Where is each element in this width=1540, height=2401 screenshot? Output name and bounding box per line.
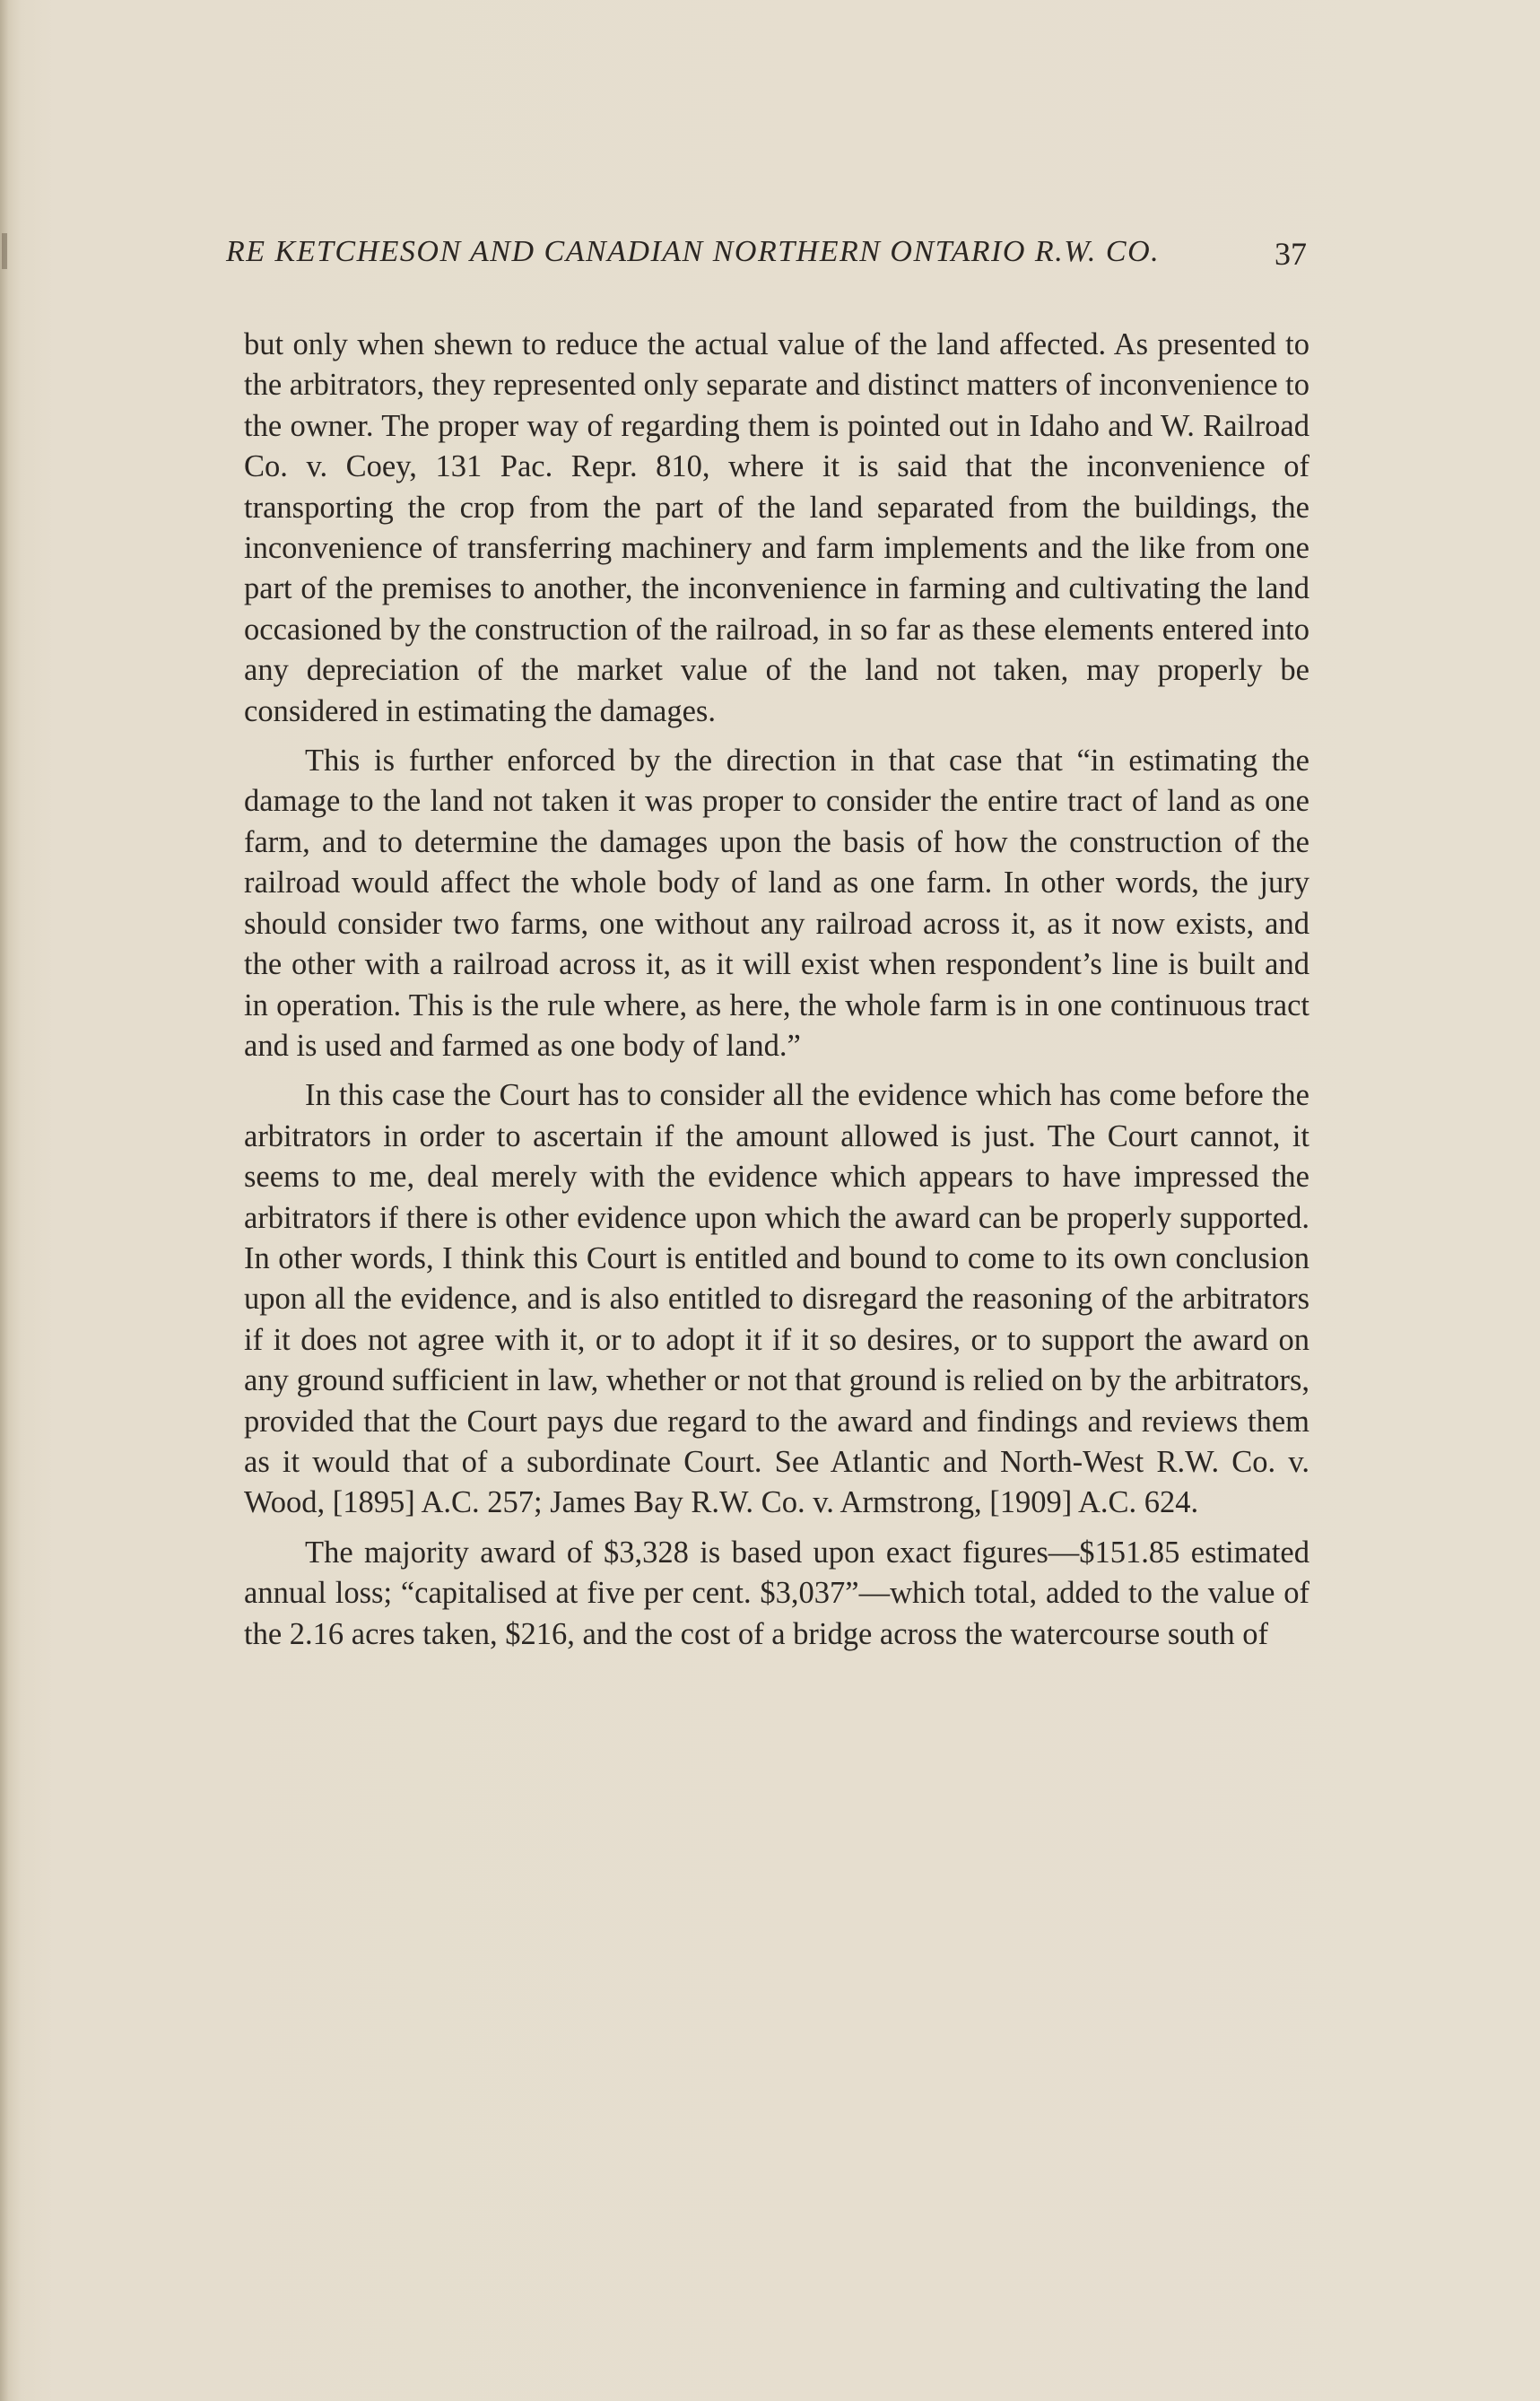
paragraph: but only when shewn to reduce the actual value of the land affected. As presented to the arbitrators, they represented only separate and distinct matters of inconvenience to the owner. The proper way of regarding them is pointed out in Idaho and W. Railroad Co. v. Coey, 131 Pac. Repr. 810, where it is said that the inconvenience of transporting the crop from the part of the land separated from the buildings, the inconvenience of transferring machinery and farm implements and the like from one part of the premises to another, the inconvenience in farming and cultivating the land occasioned by the construction of the railroad, in so far as these elements entered into any depreciation of the market value of the land not taken, may properly be considered in estimating the damages. (244, 327, 1309, 728)
paragraph: In this case the Court has to consider all the evidence which has come before the arbitrators in order to ascertain if the amount allowed is just. The Court cannot, it seems to me, deal merely with the evidence which appears to have impressed the arbitrators if there is other evidence upon which the award can be properly supported. In other words, I think this Court is entitled and bound to come to its own conclusion upon all the evidence, and is also entitled to disregard the reasoning of the arbitrators if it does not agree with it, or to adopt it if it so desires, or to support the award on any ground sufficient in law, whether or not that ground is relied on by the arbitrators, provided that the Court pays due regard to the award and findings and reviews them as it would that of a subordinate Court. See Atlantic and North-West R.W. Co. v. Wood, [1895] A.C. 257; James Bay R.W. Co. v. Armstrong, [1909] A.C. 624. (244, 1078, 1309, 1520)
paragraph: The majority award of $3,328 is based upon exact figures—$151.85 estimated annual loss; “capitalised at five per cent. $3,037”—which total, added to the value of the 2.16 acres taken, $216, and the cost of a bridge across the watercourse south of (244, 1535, 1309, 1651)
body-text (244, 325, 1309, 1664)
binding-shadow (2, 233, 7, 269)
paragraph: This is further enforced by the direction in that case that “in estimating the damage to the land not taken it was proper to consider the entire tract of land as one farm, and to determine the damages upon the basis of how the construction of the railroad would affect the whole body of land as one farm. In other words, the jury should consider two farms, one without any railroad across it, as it now exists, and the other with a railroad across it, as it will exist when respondent’s line is built and in operation. This is the rule where, as here, the whole farm is in one continuous tract and is used and farmed as one body of land.” (244, 744, 1309, 1063)
running-title: RE KETCHESON AND CANADIAN NORTHERN ONTARIO R.W. CO. (226, 235, 1161, 268)
running-head (226, 235, 1307, 280)
page-number: 37 (1275, 236, 1307, 272)
